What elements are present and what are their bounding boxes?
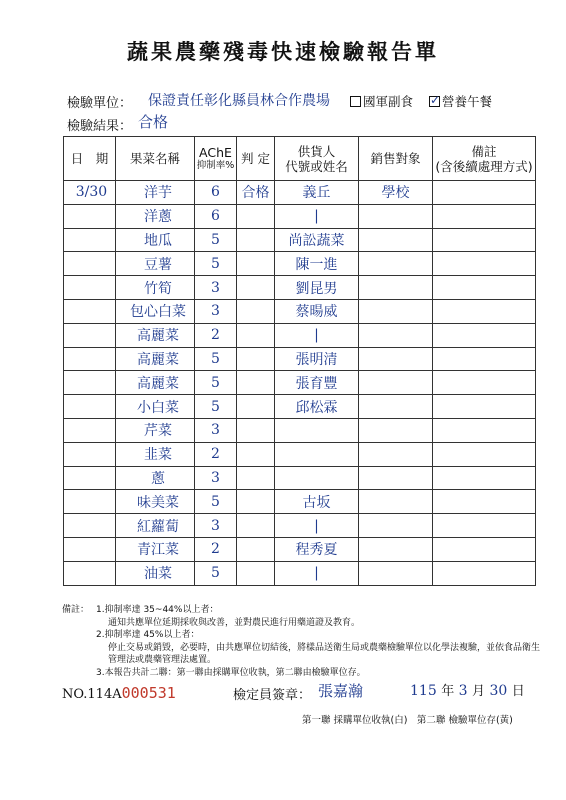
cell-target xyxy=(359,395,433,419)
notes xyxy=(62,604,542,680)
cell-supplier: | xyxy=(275,561,359,585)
cell-judge xyxy=(237,299,275,323)
date-day: 30 xyxy=(489,683,508,699)
cell-note xyxy=(433,466,536,490)
col-supplier-sub: 代號或姓名 xyxy=(285,158,348,174)
cell-note xyxy=(433,204,536,228)
table-row xyxy=(64,181,536,205)
option-military-meal[interactable] xyxy=(350,92,413,110)
cell-note xyxy=(433,514,536,538)
cell-target xyxy=(359,466,433,490)
cell-item: 豆薯 xyxy=(116,252,195,276)
cell-judge xyxy=(237,466,275,490)
date-year-unit: 年 xyxy=(441,684,455,699)
cell-judge: 合格 xyxy=(237,181,275,205)
date-month: 3 xyxy=(458,683,468,699)
cell-judge xyxy=(237,490,275,514)
cell-date xyxy=(64,228,116,252)
table-row xyxy=(64,299,536,323)
cell-supplier xyxy=(275,418,359,442)
cell-item: 洋芋 xyxy=(116,181,195,205)
cell-judge xyxy=(237,514,275,538)
cell-judge xyxy=(237,395,275,419)
table-row xyxy=(64,204,536,228)
cell-supplier: 張明清 xyxy=(275,347,359,371)
cell-note xyxy=(433,395,536,419)
cell-target xyxy=(359,442,433,466)
cell-supplier: | xyxy=(275,514,359,538)
cell-date xyxy=(64,561,116,585)
table-row xyxy=(64,347,536,371)
note-2: 2.抑制率達 45%以上者： xyxy=(96,630,200,641)
inspector-signature: 張嘉瀚 xyxy=(318,682,364,700)
report-date xyxy=(410,680,525,699)
cell-date: 3/30 xyxy=(64,181,116,205)
cell-item: 油菜 xyxy=(116,561,195,585)
cell-target xyxy=(359,276,433,300)
cell-judge xyxy=(237,252,275,276)
table-row xyxy=(64,371,536,395)
note-2-detail-b: 管理法或農藥管理法處置。 xyxy=(108,655,217,666)
note-1-detail: 通知共應單位延期採收與改善，並對農民進行用藥道證及教育。 xyxy=(108,617,361,628)
cell-judge xyxy=(237,276,275,300)
cell-item: 包心白菜 xyxy=(116,299,195,323)
cell-target xyxy=(359,228,433,252)
cell-date xyxy=(64,466,116,490)
cell-date xyxy=(64,299,116,323)
cell-note xyxy=(433,442,536,466)
col-note-label: 備註 xyxy=(471,143,497,159)
cell-date xyxy=(64,442,116,466)
table-row xyxy=(64,228,536,252)
cell-rate: 5 xyxy=(195,252,237,276)
cell-judge xyxy=(237,537,275,561)
table-row xyxy=(64,323,536,347)
table-row xyxy=(64,466,536,490)
cell-item: 高麗菜 xyxy=(116,347,195,371)
cell-date xyxy=(64,490,116,514)
checkbox-empty-icon[interactable] xyxy=(350,96,361,107)
serial-prefix: NO.114A xyxy=(62,687,122,702)
cell-item: 韭菜 xyxy=(116,442,195,466)
table-row xyxy=(64,418,536,442)
cell-target xyxy=(359,204,433,228)
cell-note xyxy=(433,299,536,323)
cell-date xyxy=(64,204,116,228)
table-row xyxy=(64,276,536,300)
cell-target xyxy=(359,347,433,371)
cell-supplier: | xyxy=(275,323,359,347)
table-row xyxy=(64,442,536,466)
cell-rate: 3 xyxy=(195,418,237,442)
result-value: 合格 xyxy=(138,113,169,131)
table-row xyxy=(64,514,536,538)
cell-item: 蔥 xyxy=(116,466,195,490)
cell-target xyxy=(359,371,433,395)
col-ache-label: AChE xyxy=(199,145,232,161)
checkbox-checked-icon[interactable] xyxy=(429,96,440,107)
option-military-label: 國軍副食 xyxy=(363,94,414,109)
cell-rate: 5 xyxy=(195,371,237,395)
cell-item: 味美菜 xyxy=(116,490,195,514)
table-header-row xyxy=(64,137,536,181)
cell-rate: 2 xyxy=(195,323,237,347)
col-judge: 判 定 xyxy=(237,137,275,181)
cell-date xyxy=(64,395,116,419)
cell-item: 芹菜 xyxy=(116,418,195,442)
cell-judge xyxy=(237,204,275,228)
cell-judge xyxy=(237,347,275,371)
result-label: 檢驗結果： xyxy=(67,119,133,134)
cell-date xyxy=(64,347,116,371)
date-year: 115 xyxy=(410,683,437,699)
cell-rate: 3 xyxy=(195,299,237,323)
cell-target xyxy=(359,418,433,442)
cell-target xyxy=(359,561,433,585)
cell-note xyxy=(433,537,536,561)
table-row xyxy=(64,252,536,276)
cell-judge xyxy=(237,323,275,347)
cell-rate: 5 xyxy=(195,347,237,371)
cell-note xyxy=(433,181,536,205)
cell-supplier: | xyxy=(275,204,359,228)
cell-supplier: 劉昆男 xyxy=(275,276,359,300)
cell-note xyxy=(433,561,536,585)
table-body xyxy=(64,181,536,586)
cell-note xyxy=(433,252,536,276)
cell-target: 學校 xyxy=(359,181,433,205)
cell-target xyxy=(359,299,433,323)
cell-supplier: 義丘 xyxy=(275,181,359,205)
notes-lead: 備註： xyxy=(62,605,90,615)
col-ache xyxy=(195,137,237,181)
table-row xyxy=(64,537,536,561)
page-title: 蔬果農藥殘毒快速檢驗報告單 xyxy=(127,39,439,64)
cell-target xyxy=(359,323,433,347)
cell-supplier: 邱松霖 xyxy=(275,395,359,419)
cell-note xyxy=(433,347,536,371)
date-month-unit: 月 xyxy=(472,684,486,699)
cell-judge xyxy=(237,371,275,395)
cell-rate: 5 xyxy=(195,561,237,585)
cell-judge xyxy=(237,442,275,466)
cell-rate: 5 xyxy=(195,228,237,252)
col-item: 果菜名稱 xyxy=(116,137,195,181)
cell-item: 紅蘿蔔 xyxy=(116,514,195,538)
cell-date xyxy=(64,371,116,395)
cell-note xyxy=(433,228,536,252)
cell-note xyxy=(433,371,536,395)
cell-item: 高麗菜 xyxy=(116,371,195,395)
table-row xyxy=(64,395,536,419)
cell-supplier xyxy=(275,442,359,466)
col-supplier xyxy=(275,137,359,181)
cell-date xyxy=(64,514,116,538)
col-supplier-label: 供貨人 xyxy=(297,143,336,159)
cell-target xyxy=(359,537,433,561)
cell-item: 洋蔥 xyxy=(116,204,195,228)
cell-rate: 2 xyxy=(195,442,237,466)
cell-item: 青江菜 xyxy=(116,537,195,561)
cell-date xyxy=(64,323,116,347)
col-target: 銷售對象 xyxy=(359,137,433,181)
inspection-table xyxy=(63,136,536,586)
serial-digits: 000531 xyxy=(121,684,176,702)
cell-note xyxy=(433,418,536,442)
cell-date xyxy=(64,252,116,276)
cell-note xyxy=(433,276,536,300)
cell-judge xyxy=(237,228,275,252)
cell-supplier: 古坂 xyxy=(275,490,359,514)
cell-judge xyxy=(237,418,275,442)
unit-value: 保證責任彰化縣員林合作農場 xyxy=(148,93,330,109)
cell-target xyxy=(359,252,433,276)
cell-item: 高麗菜 xyxy=(116,323,195,347)
date-day-unit: 日 xyxy=(511,684,525,699)
cell-rate: 5 xyxy=(195,490,237,514)
col-note-sub: (含後續處理方式) xyxy=(435,158,533,174)
option-school-label: 營養午餐 xyxy=(442,94,493,109)
option-school-lunch[interactable] xyxy=(429,92,492,110)
cell-supplier: 尚訟蔬菜 xyxy=(275,228,359,252)
cell-item: 竹筍 xyxy=(116,276,195,300)
note-2-detail-a: 停止交易或銷毀，必要時，由共應單位切結後，將樣品送衛生局或農藥檢驗單位以化學法複驗，並依食品衛生 xyxy=(108,642,541,653)
cell-rate: 3 xyxy=(195,466,237,490)
cell-supplier: 蔡暘威 xyxy=(275,299,359,323)
col-note xyxy=(433,137,536,181)
table-row xyxy=(64,490,536,514)
cell-supplier: 張育豐 xyxy=(275,371,359,395)
copies-note: 第一聯 採購單位收執(白) 第二聯 檢驗單位存(黃) xyxy=(302,715,513,726)
cell-item: 小白菜 xyxy=(116,395,195,419)
cell-date xyxy=(64,537,116,561)
cell-item: 地瓜 xyxy=(116,228,195,252)
cell-supplier xyxy=(275,466,359,490)
cell-rate: 6 xyxy=(195,204,237,228)
cell-rate: 2 xyxy=(195,537,237,561)
cell-note xyxy=(433,323,536,347)
cell-judge xyxy=(237,561,275,585)
cell-supplier: 程秀夏 xyxy=(275,537,359,561)
cell-rate: 3 xyxy=(195,276,237,300)
note-1: 1.抑制率達 35~44%以上者： xyxy=(96,605,219,615)
cell-supplier: 陳一進 xyxy=(275,252,359,276)
cell-note xyxy=(433,490,536,514)
col-ache-sub: 抑制率% xyxy=(196,160,235,172)
inspector-label: 檢定員簽章： xyxy=(233,688,312,703)
unit-label: 檢驗單位： xyxy=(67,96,133,111)
note-3: 3.本報告共計二聯：第一聯由採購單位收執，第二聯由檢驗單位存。 xyxy=(96,667,366,678)
cell-rate: 5 xyxy=(195,395,237,419)
table-row xyxy=(64,561,536,585)
cell-rate: 6 xyxy=(195,181,237,205)
serial-number xyxy=(62,684,176,702)
cell-target xyxy=(359,514,433,538)
cell-rate: 3 xyxy=(195,514,237,538)
col-date: 日 期 xyxy=(64,137,116,181)
cell-date xyxy=(64,276,116,300)
cell-date xyxy=(64,418,116,442)
cell-target xyxy=(359,490,433,514)
